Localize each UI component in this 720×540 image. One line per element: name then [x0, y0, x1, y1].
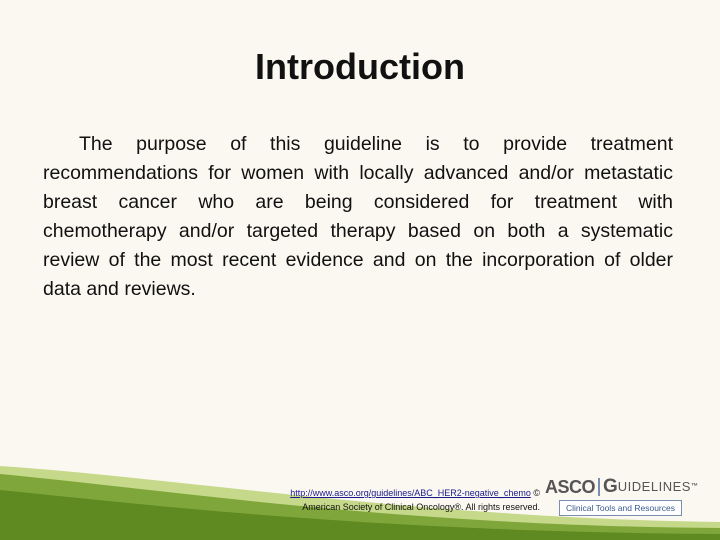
copyright-text: American Society of Clinical Oncology®. All rights reserved. [302, 502, 540, 512]
slide-body-text: The purpose of this guideline is to provide treatment recommendations for women with locally advanced and/or metastatic breast cancer who are being considered for treatment with chemotherapy and/or targeted therapy based on both a systematic review of the most recent evidence and on the incorporation of older data and reviews. [43, 133, 673, 300]
footer-citation [220, 486, 540, 514]
slide-title: Introduction [255, 46, 465, 87]
logo-tagline: Clinical Tools and Resources [559, 500, 682, 516]
logo-divider [598, 478, 600, 496]
copyright-symbol: © [533, 488, 540, 498]
logo-brand: ASCO [545, 477, 596, 497]
guideline-link[interactable]: http://www.asco.org/guidelines/ABC_HER2-negative_chemo [290, 488, 531, 498]
logo-trademark: ™ [690, 483, 698, 490]
logo-g: G [603, 476, 618, 497]
logo-product: UIDELINES [617, 479, 691, 494]
asco-guidelines-logo [545, 476, 705, 520]
